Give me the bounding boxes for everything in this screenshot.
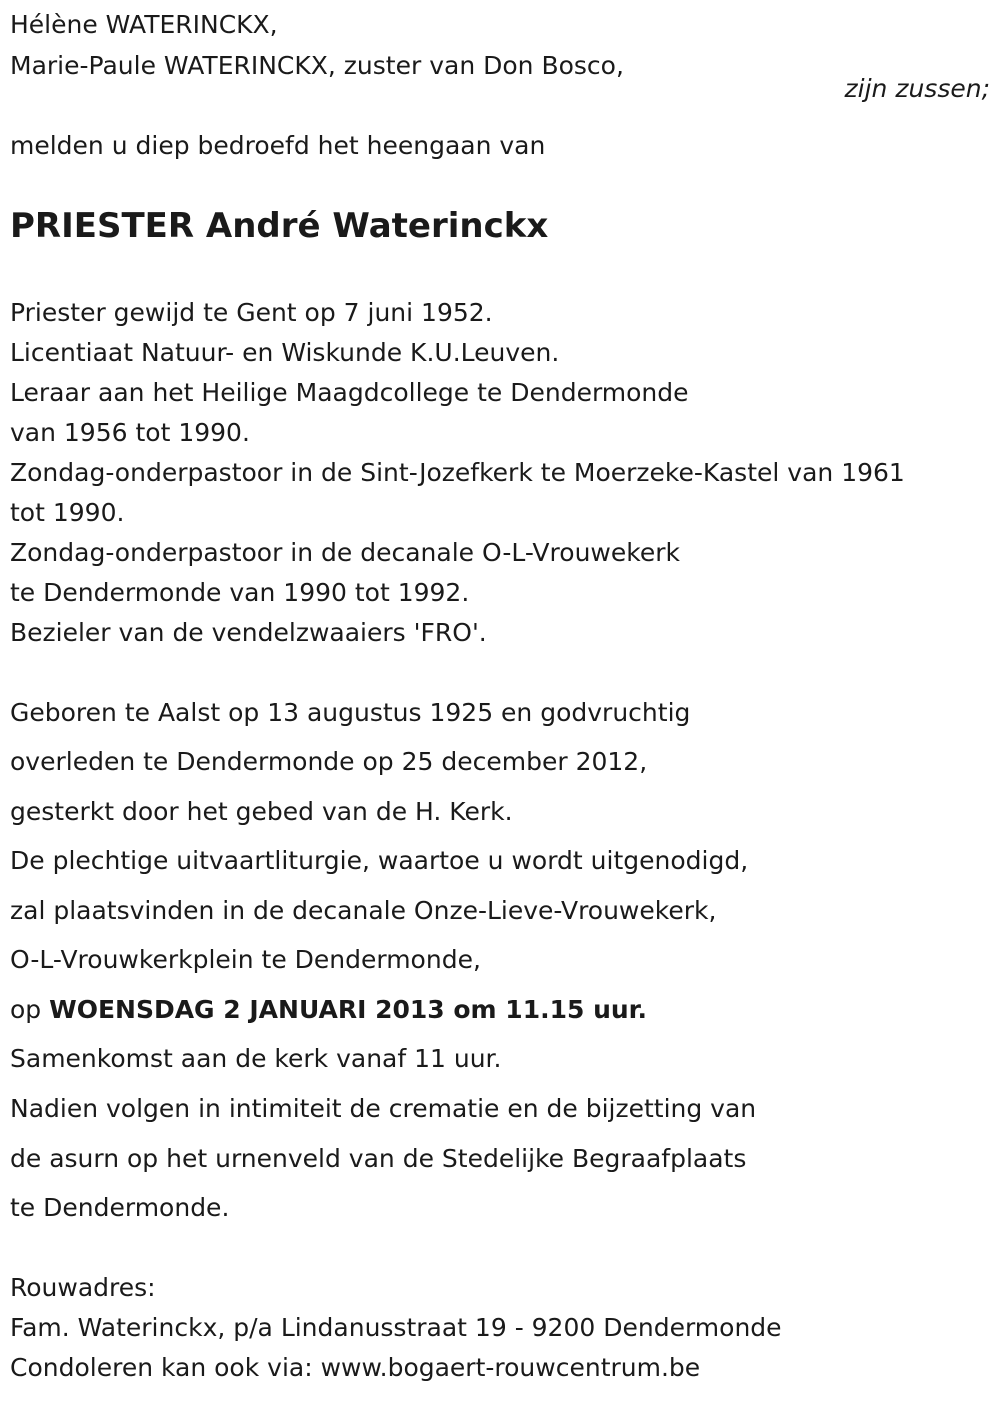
sister-line-2: Marie-Paule WATERINCKX, zuster van Don Bosco, [10,51,624,80]
biography-line: Licentiaat Natuur- en Wiskunde K.U.Leuven. [10,338,560,367]
biography-line: Zondag-onderpastoor in de Sint-Jozefkerk te Moerzeke-Kastel van 1961 [10,458,905,487]
biography-line: Zondag-onderpastoor in de decanale O-L-Vrouwekerk [10,538,680,567]
contact-address: Fam. Waterinckx, p/a Lindanusstraat 19 - 9200 Dendermonde [10,1313,782,1342]
details-line: Samenkomst aan de kerk vanaf 11 uur. [10,1044,502,1073]
details-line: te Dendermonde. [10,1193,230,1222]
contact-heading: Rouwadres: [10,1273,156,1302]
details-line: zal plaatsvinden in de decanale Onze-Lieve-Vrouwekerk, [10,896,717,925]
details-line: overleden te Dendermonde op 25 december 2012, [10,747,648,776]
details-line: O-L-Vrouwkerkplein te Dendermonde, [10,945,481,974]
details-line: De plechtige uitvaartliturgie, waartoe u wordt uitgenodigd, [10,846,749,875]
biography-line: tot 1990. [10,498,125,527]
details-line: gesterkt door het gebed van de H. Kerk. [10,797,513,826]
service-date: WOENSDAG 2 JANUARI 2013 om 11.15 uur. [49,995,647,1024]
service-date-prefix: op [10,995,50,1024]
condolence-website: Condoleren kan ook via: www.bogaert-rouwcentrum.be [10,1353,701,1382]
relation-note: zijn zussen; [844,74,990,103]
biography-line: van 1956 tot 1990. [10,418,250,447]
service-date-line [10,995,647,1025]
biography-line: Bezieler van de vendelzwaaiers 'FRO'. [10,618,487,647]
biography-line: te Dendermonde van 1990 tot 1992. [10,578,470,607]
sister-line-1: Hélène WATERINCKX, [10,10,278,39]
details-line: de asurn op het urnenveld van de Stedelijke Begraafplaats [10,1144,747,1173]
details-line: Geboren te Aalst op 13 augustus 1925 en godvruchtig [10,698,691,727]
biography-line: Leraar aan het Heilige Maagdcollege te Dendermonde [10,378,689,407]
announcement-text: melden u diep bedroefd het heengaan van [10,131,546,160]
biography-line: Priester gewijd te Gent op 7 juni 1952. [10,298,493,327]
details-line: Nadien volgen in intimiteit de crematie en de bijzetting van [10,1094,757,1123]
deceased-name-heading: PRIESTER André Waterinckx [10,206,549,246]
